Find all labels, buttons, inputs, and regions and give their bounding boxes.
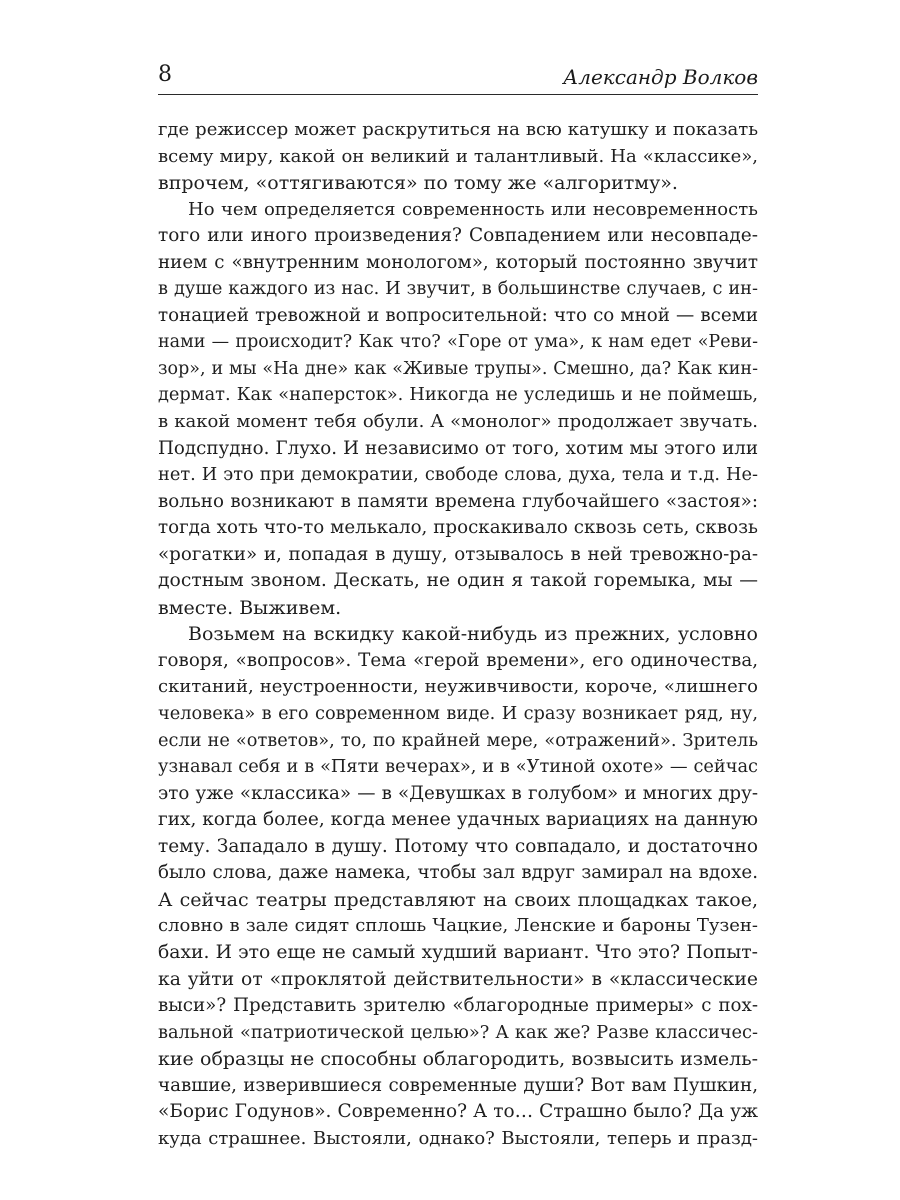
text-line: вместе. Выживем. bbox=[158, 596, 342, 619]
text-line: если не «ответов», то, по крайней мере, «отражений». Зритель bbox=[158, 730, 758, 751]
text-line: в какой момент тебя обули. А «монолог» продолжает звучать. bbox=[158, 411, 758, 433]
paragraph-first-line: Возьмем на вскидку какой-нибудь из прежних, условно bbox=[188, 623, 758, 646]
text-line: где режиссер может раскрутиться на всю катушку и показать bbox=[158, 119, 758, 140]
text-line: ка уйти от «проклятой действительности» в «классические bbox=[158, 968, 758, 990]
text-line: впрочем, «оттягиваются» по тому же «алгоритму». bbox=[158, 172, 678, 195]
running-head-author: Александр Волков bbox=[563, 65, 758, 89]
text-line: было слова, даже намека, чтобы зал вдруг замирал на вдохе. bbox=[158, 862, 758, 884]
page-header bbox=[158, 60, 758, 95]
text-line: нами — происходит? Как что? «Горе от ума», к нам едет «Реви- bbox=[158, 332, 758, 353]
text-line: человека» в его современном виде. И сразу возникает ряд, ну, bbox=[158, 704, 758, 725]
text-line: нием с «внутренним монологом», который постоянно звучит bbox=[158, 251, 758, 273]
text-line: кие образцы не способны облагородить, возвысить измель- bbox=[158, 1048, 758, 1071]
text-line: Подспудно. Глухо. И независимо от того, хотим мы этого или bbox=[158, 437, 758, 459]
text-line: зор», и мы «На дне» как «Живые трупы». Смешно, да? Как кин- bbox=[158, 358, 758, 379]
text-line: А сейчас театры представляют на своих площадках такое, bbox=[158, 888, 758, 911]
text-line: чавшие, изверившиеся современные души? Вот вам Пушкин, bbox=[158, 1074, 758, 1096]
text-line: «рогатки» и, попадая в душу, отзывалось в ней тревожно-ра- bbox=[158, 543, 758, 565]
text-line: всему миру, какой он великий и талантливый. На «классике», bbox=[158, 145, 758, 167]
text-line: нет. И это при демократии, свободе слова, духа, тела и т.д. Не- bbox=[158, 465, 758, 486]
text-line: тонацией тревожной и вопросительной: что со мной — всеми bbox=[158, 304, 758, 326]
text-line: говоря, «вопросов». Тема «герой времени», его одиночества, bbox=[158, 649, 758, 671]
text-line: выси»? Представить зрителю «благородные примеры» с пох- bbox=[158, 995, 758, 1017]
text-line: достным звоном. Дескать, не один я такой горемыка, мы — bbox=[158, 570, 758, 592]
paragraph-first-line: Но чем определяется современность или несовременность bbox=[188, 198, 758, 220]
text-line: в душе каждого из нас. И звучит, в большинстве случаев, с ин- bbox=[158, 279, 758, 300]
text-line: куда страшнее. Выстояли, однако? Выстояли, теперь и празд- bbox=[158, 1127, 758, 1149]
text-line: гих, когда более, когда менее удачных вариациях на данную bbox=[158, 809, 758, 831]
text-line: бахи. И это еще не самый худший вариант. Что это? Попыт- bbox=[158, 941, 758, 963]
text-line: «Борис Годунов». Современно? А то… Страшно было? Да уж bbox=[158, 1101, 758, 1123]
text-line: это уже «классика» — в «Девушках в голубом» и многих дру- bbox=[158, 782, 758, 804]
text-line: узнавал себя и в «Пяти вечерах», и в «Утиной охоте» — сейчас bbox=[158, 757, 758, 778]
text-line: тему. Западало в душу. Потому что совпадало, и достаточно bbox=[158, 835, 758, 857]
text-line: тогда хоть что-то мелькало, проскакивало сквозь сеть, сквозь bbox=[158, 517, 758, 539]
text-line: дермат. Как «наперсток». Никогда не уследишь и не поймешь, bbox=[158, 385, 758, 406]
page-number: 8 bbox=[158, 62, 172, 87]
body-text bbox=[158, 117, 758, 1152]
text-line: вольно возникают в памяти времена глубочайшего «застоя»: bbox=[158, 490, 758, 512]
text-line: словно в зале сидят сплошь Чацкие, Ленские и бароны Тузен- bbox=[158, 915, 758, 937]
text-line: скитаний, неустроенности, неуживчивости, короче, «лишнего bbox=[158, 676, 758, 698]
text-line: вальной «патриотической целью»? А как же? Разве классичес- bbox=[158, 1022, 758, 1043]
text-line: того или иного произведения? Совпадением или несовпаде- bbox=[158, 225, 758, 247]
